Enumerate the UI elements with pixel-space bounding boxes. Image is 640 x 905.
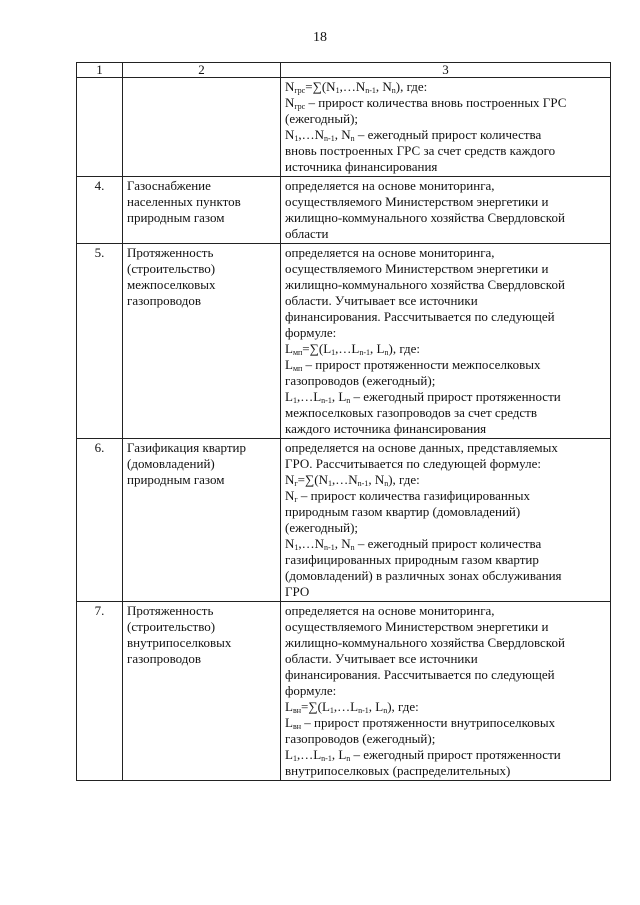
indicator-name-line: Газификация квартир [127,440,246,455]
row-number: 5. [77,244,123,439]
calculation-method-line: ГРО. Рассчитывается по следующей формуле: [285,456,541,471]
indicator-name-line: (домовладений) [127,456,215,471]
table-body [77,78,611,781]
indicator-name [123,439,281,602]
calculation-method-line: (ежегодный); [285,520,359,535]
calculation-method [281,244,611,439]
indicator-name-line: (строительство) [127,261,216,276]
calculation-method-line: ГРО [285,584,310,599]
column-header-3: 3 [281,63,611,78]
indicator-name-line: природным газом [127,472,225,487]
calculation-method-line: $N_{грс}$ – прирост количества вновь построенных ГРС [285,95,567,111]
calculation-method-line: $L_{вн}$ – прирост протяженности внутрипоселковых [285,715,556,731]
calculation-method-line: осуществляемого Министерством энергетики и [285,619,549,634]
calculation-method-line: области. Учитывает все источники [285,293,478,308]
column-header-1: 1 [77,63,123,78]
calculation-method-line: финансирования. Рассчитывается по следующей [285,667,555,682]
row-number [77,78,123,177]
indicator-name [123,78,281,177]
indicator-name-line: Газоснабжение [127,178,211,193]
calculation-method-line: источника финансирования [285,159,438,174]
calculation-method-line: $N_г=\sum(N_1,\dots N_{n-1}$, $N_n$), где: [285,472,420,488]
calculation-method-line: газифицированных природным газом квартир [285,552,539,567]
indicator-name-line: населенных пунктов [127,194,241,209]
calculation-method-line: жилищно-коммунального хозяйства Свердловской [285,210,565,225]
calculation-method-line: осуществляемого Министерством энергетики и [285,194,549,209]
calculation-method-line: $L_{вн}=\sum(L_1,\dots L_{n-1}$, $L_n$), где: [285,699,419,715]
calculation-method-line: определяется на основе мониторинга, [285,603,495,618]
indicator-name-line: внутрипоселковых [127,635,232,650]
calculation-method [281,78,611,177]
calculation-method-line: жилищно-коммунального хозяйства Свердловской [285,277,565,292]
calculation-method-line: области [285,226,329,241]
indicator-name-line: Протяженность [127,245,214,260]
indicator-table [76,62,611,781]
indicator-name-line: межпоселковых [127,277,216,292]
calculation-method-line: газопроводов (ежегодный); [285,731,436,746]
calculation-method-line: $N_г$ – прирост количества газифицированных [285,488,530,504]
indicator-name-line: (строительство) [127,619,216,634]
calculation-method [281,177,611,244]
calculation-method [281,602,611,781]
table-row [77,439,611,602]
column-header-2: 2 [123,63,281,78]
indicator-name-line: природным газом [127,210,225,225]
calculation-method-line: определяется на основе данных, представляемых [285,440,558,455]
calculation-method-line: $L_{мп}=\sum(L_1,\dots L_{n-1}$, $L_n$), где: [285,341,421,357]
calculation-method-line: формуле: [285,325,337,340]
calculation-method-line: формуле: [285,683,337,698]
calculation-method-line: $N_{грс}=\sum(N_1,\dots N_{n-1}$, $N_n$), где: [285,79,428,95]
calculation-method [281,439,611,602]
table-row [77,602,611,781]
indicator-name [123,177,281,244]
row-number: 4. [77,177,123,244]
row-number: 6. [77,439,123,602]
calculation-method-line: каждого источника финансирования [285,421,487,436]
calculation-method-line: жилищно-коммунального хозяйства Свердловской [285,635,565,650]
table-row [77,78,611,177]
calculation-method-line: определяется на основе мониторинга, [285,245,495,260]
indicator-name-line: Протяженность [127,603,214,618]
calculation-method-line: $L_{мп}$ – прирост протяженности межпоселковых [285,357,541,373]
calculation-method-line: вновь построенных ГРС за счет средств каждого [285,143,556,158]
calculation-method-line: $L_1,\dots L_{n-1}$, $L_n$ – ежегодный прирост протяженности [285,389,561,405]
table-header-row [77,63,611,78]
calculation-method-line: осуществляемого Министерством энергетики и [285,261,549,276]
row-number: 7. [77,602,123,781]
calculation-method-line: определяется на основе мониторинга, [285,178,495,193]
calculation-method-line: (домовладений) в различных зонах обслуживания [285,568,562,583]
indicator-name [123,602,281,781]
calculation-method-line: области. Учитывает все источники [285,651,478,666]
indicator-name [123,244,281,439]
calculation-method-line: внутрипоселковых (распределительных) [285,763,511,778]
calculation-method-line: межпоселковых газопроводов за счет средств [285,405,537,420]
calculation-method-line: газопроводов (ежегодный); [285,373,436,388]
calculation-method-line: $N_1,\dots N_{n-1}$, $N_n$ – ежегодный прирост количества [285,536,542,552]
indicator-name-line: газопроводов [127,651,202,666]
calculation-method-line: финансирования. Рассчитывается по следующей [285,309,555,324]
calculation-method-line: природным газом квартир (домовладений) [285,504,521,519]
calculation-method-line: (ежегодный); [285,111,359,126]
calculation-method-line: $N_1,\dots N_{n-1}$, $N_n$ – ежегодный прирост количества [285,127,542,143]
page-number: 18 [313,30,327,45]
table-row [77,177,611,244]
table-row [77,244,611,439]
calculation-method-line: $L_1,\dots L_{n-1}$, $L_n$ – ежегодный прирост протяженности [285,747,561,763]
indicator-name-line: газопроводов [127,293,202,308]
